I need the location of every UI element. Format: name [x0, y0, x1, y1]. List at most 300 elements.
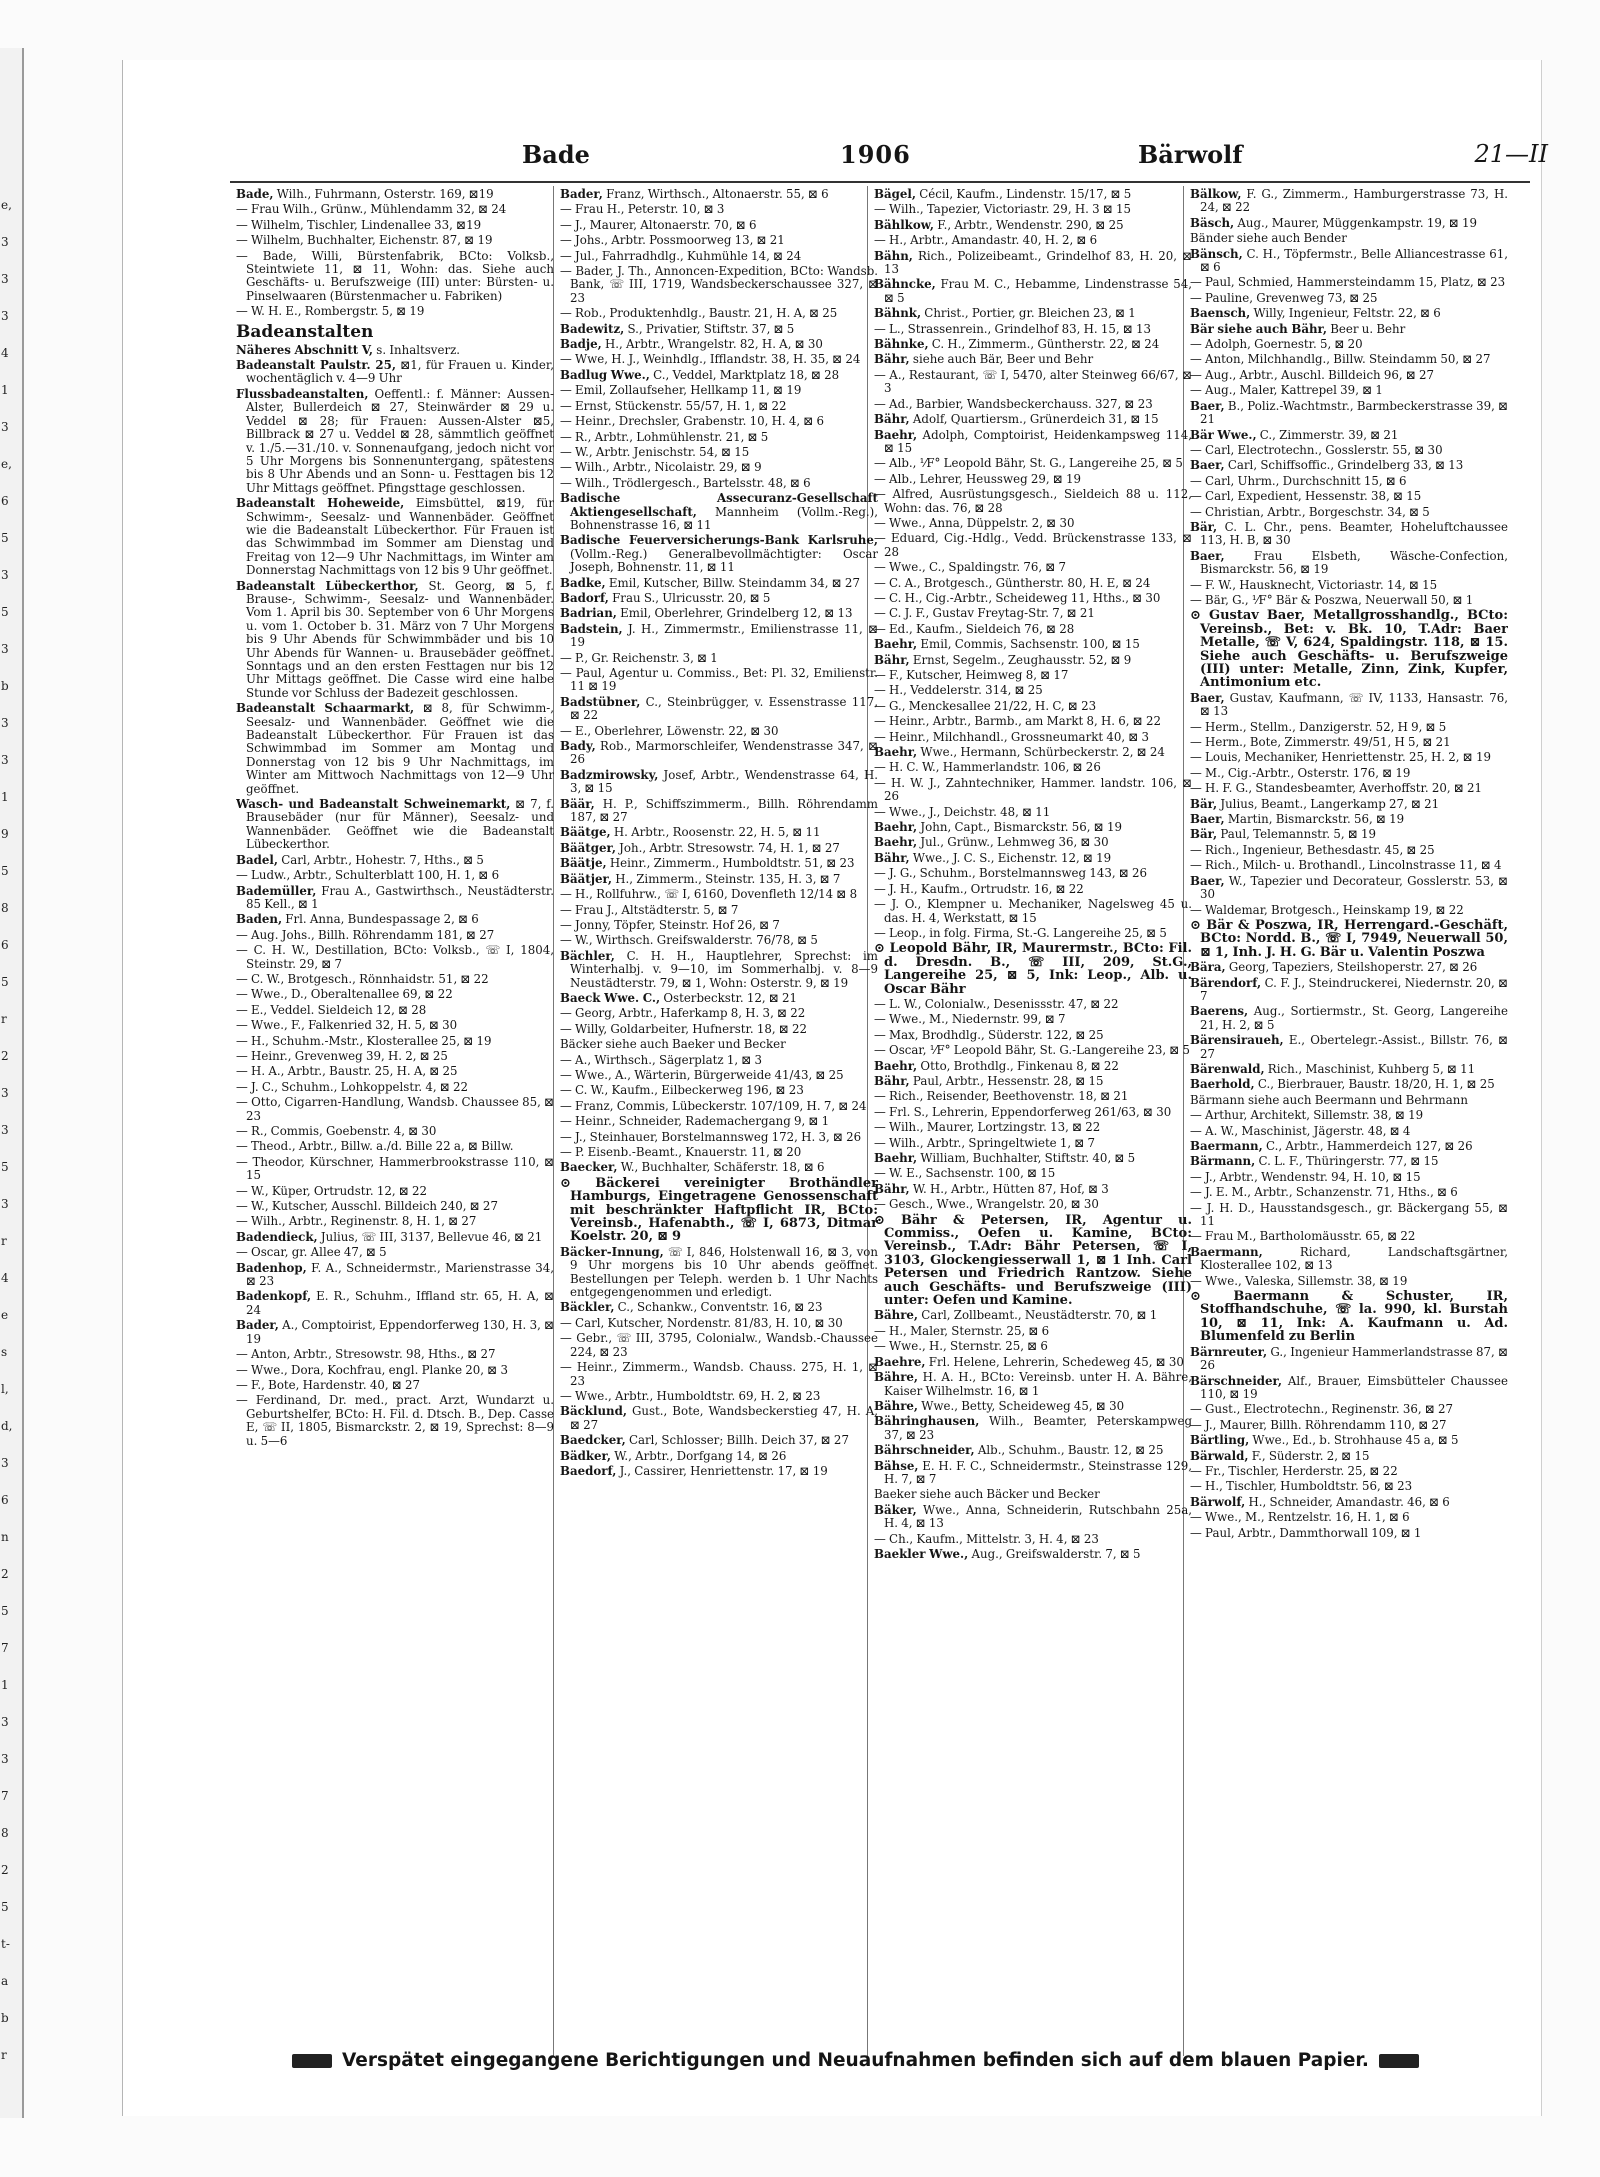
- directory-entry: Bähre, H. A. H., BCto: Vereinsb. unter H. A. Bähre, Kaiser Wilhelmstr. 16, ⊠ 1: [874, 1370, 1192, 1398]
- directory-entry: — Alb., ⅟F° Leopold Bähr, St. G., Langereihe 25, ⊠ 5: [874, 456, 1183, 471]
- directory-entry: — Carl, Kutscher, Nordenstr. 81/83, H. 10, ⊠ 30: [560, 1315, 843, 1330]
- running-header: [228, 140, 1548, 174]
- directory-entry: — Wilh., Arbtr., Reginenstr. 8, H. 1, ⊠ 27: [236, 1214, 477, 1229]
- facing-page-fragment: t-: [1, 1937, 10, 1951]
- directory-entry: — Rich., Ingenieur, Bethesdastr. 45, ⊠ 25: [1190, 842, 1435, 857]
- directory-entry: — Wilhelm, Tischler, Lindenallee 33, ⊠19: [236, 217, 482, 232]
- directory-entry: — J., Arbtr., Wendenstr. 94, H. 10, ⊠ 15: [1190, 1169, 1421, 1184]
- directory-entry: — R., Arbtr., Lohmühlenstr. 21, ⊠ 5: [560, 429, 769, 444]
- directory-entry: — H. W. J., Zahntechniker, Hammer. landstr. 106, ⊠ 26: [874, 775, 1192, 804]
- directory-entry: Bägel, Cécil, Kaufm., Lindenstr. 15/17, ⊠ 5: [874, 188, 1132, 201]
- directory-entry: Bänsch, C. H., Töpfermstr., Belle Alliancestrasse 61, ⊠ 6: [1190, 246, 1508, 275]
- directory-entry: Badendieck, Julius, ☏ III, 3137, Bellevue 46, ⊠ 21: [236, 1229, 543, 1244]
- directory-entry: — Heinr., Milchhandl., Grossneumarkt 40, ⊠ 3: [874, 729, 1150, 744]
- directory-entry: ⊙ Baermann & Schuster, IR, Stoffhandschuhe, ☏ la. 990, kl. Burstah 10, ⊠ 11, Ink: A. Kaufmann u. Ad. Blumenfeld zu Berlin: [1190, 1289, 1508, 1345]
- directory-entry: — Wwe., Anna, Düppelstr. 2, ⊠ 30: [874, 515, 1075, 530]
- directory-entry: Bademüller, Frau A., Gastwirthsch., Neustädterstr. 85 Kell., ⊠ 1: [236, 883, 554, 911]
- directory-entry: — J., Maurer, Billh. Röhrendamm 110, ⊠ 27: [1190, 1417, 1447, 1432]
- directory-entry: Baekler Wwe., Aug., Greifswalderstr. 7, ⊠ 5: [874, 1546, 1141, 1561]
- facing-page-fragment: 2: [1, 1049, 9, 1063]
- directory-entry: — Rich., Reisender, Beethovenstr. 18, ⊠ 21: [874, 1089, 1129, 1104]
- facing-page-fragment: 4: [1, 346, 9, 360]
- facing-page-fragment: 3: [1, 716, 9, 730]
- directory-entry: — Ernst, Stückenstr. 55/57, H. 1, ⊠ 22: [560, 398, 787, 413]
- directory-entry: — C. W., Kaufm., Eilbeckerweg 196, ⊠ 23: [560, 1083, 804, 1098]
- directory-entry: Baehr, Adolph, Comptoirist, Heidenkampsweg 114, ⊠ 15: [874, 427, 1192, 455]
- directory-entry: — Otto, Cigarren-Handlung, Wandsb. Chaussee 85, ⊠ 23: [236, 1095, 554, 1123]
- directory-entry: — Ad., Barbier, Wandsbeckerchauss. 327, ⊠ 23: [874, 396, 1153, 411]
- directory-entry: Badeanstalt Hoheweide, Eimsbüttel, ⊠19, für Schwimm-, Seesalz- und Wannenbäder. Geöffnet wie die Badeanstalt Lübeckerthor. Für Frauen ist das Schwimmbad im Sommer am Dienstag und Freitag von 12—9 Uhr Nachmittags, im Winter am Donnerstag Nachmittags von 12 bis 9 Uhr geöffnet.: [236, 496, 554, 578]
- directory-entry: Badlug Wwe., C., Veddel, Marktplatz 18, ⊠ 28: [560, 367, 840, 382]
- directory-entry: — Paul, Arbtr., Dammthorwall 109, ⊠ 1: [1190, 1525, 1422, 1540]
- directory-entry: — Bader, J. Th., Annoncen-Expedition, BCto: Wandsb. Bank, ☏ III, 1719, Wandsbeckerschaussee 327, ⊠ 23: [560, 264, 878, 305]
- directory-entry: Bähnk, Christ., Portier, gr. Bleichen 23, ⊠ 1: [874, 306, 1136, 321]
- facing-page-fragment: 7: [1, 1641, 9, 1655]
- directory-entry: — Oscar, gr. Allee 47, ⊠ 5: [236, 1245, 387, 1260]
- facing-page-fragment: 3: [1, 1123, 9, 1137]
- directory-entry: — Theodor, Kürschner, Hammerbrookstrasse 110, ⊠ 15: [236, 1154, 554, 1183]
- directory-entry: Bärnreuter, G., Ingenieur Hammerlandstrasse 87, ⊠ 26: [1190, 1344, 1508, 1373]
- directory-entry: Baer, Gustav, Kaufmann, ☏ IV, 1133, Hansastr. 76, ⊠ 13: [1190, 690, 1508, 719]
- facing-page-fragment: 7: [1, 1789, 9, 1803]
- directory-entry: — W. E., Sachsenstr. 100, ⊠ 15: [874, 1166, 1056, 1181]
- directory-entry: — Carl, Uhrm., Durchschnitt 15, ⊠ 6: [1190, 473, 1407, 488]
- directory-entry: — Aug., Arbtr., Auschl. Billdeich 96, ⊠ 27: [1190, 367, 1435, 382]
- directory-entry: — Frau J., Altstädterstr. 5, ⊠ 7: [560, 902, 739, 917]
- directory-entry: — Max, Brodhdlg., Süderstr. 122, ⊠ 25: [874, 1027, 1104, 1042]
- directory-entry: — W. H. E., Rombergstr. 5, ⊠ 19: [236, 304, 425, 319]
- directory-entry: Baeck Wwe. C., Osterbeckstr. 12, ⊠ 21: [560, 990, 798, 1005]
- directory-entry: ⊙ Bär & Poszwa, IR, Herrengard.-Geschäft, BCto: Nordd. B., ☏ I, 7949, Neuerwall 50, ⊠ 1, Inh. J. H. G. Bär u. Valentin Poszwa: [1190, 917, 1508, 960]
- directory-entry: Bäätger, Joh., Arbtr. Stresowstr. 74, H. 1, ⊠ 27: [560, 840, 840, 855]
- directory-entry: — Wwe., M., Niedernstr. 99, ⊠ 7: [874, 1012, 1066, 1027]
- directory-entry: — Paul, Agentur u. Commiss., Bet: Pl. 32, Emilienstr. 11 ⊠ 19: [560, 666, 878, 694]
- directory-entry: — Johs., Arbtr. Possmoorweg 13, ⊠ 21: [560, 233, 785, 248]
- directory-entry: Bähre, Carl, Zollbeamt., Neustädterstr. 70, ⊠ 1: [874, 1308, 1158, 1323]
- directory-entry: Bärtling, Wwe., Ed., b. Strohhause 45 a, ⊠ 5: [1190, 1433, 1459, 1448]
- directory-entry: Bänder siehe auch Bender: [1190, 231, 1347, 246]
- directory-entry: — Ferdinand, Dr. med., pract. Arzt, Wundarzt u. Geburtshelfer, BCto: H. Fil. d. Dtsch. B., Dep. Casse E, ☏ II, 1805, Bismarckstr. 2, ⊠ 19, Sprechst: 8—9 u. 5—6: [236, 1393, 554, 1448]
- directory-entry: — C. J. F., Gustav Freytag-Str. 7, ⊠ 21: [874, 606, 1095, 621]
- directory-entry: Baehr, Wwe., Hermann, Schürbeckerstr. 2, ⊠ 24: [874, 745, 1165, 760]
- directory-entry: — Frau M., Bartholomäusstr. 65, ⊠ 22: [1190, 1229, 1416, 1244]
- facing-page-fragment: 1: [1, 1678, 9, 1692]
- facing-page-fragment: s: [1, 1345, 8, 1359]
- directory-entry: — Pauline, Grevenweg 73, ⊠ 25: [1190, 290, 1378, 305]
- facing-page-fragment: 6: [1, 938, 9, 952]
- directory-entry: Bähr, Adolf, Quartiersm., Grünerdeich 31, ⊠ 15: [874, 412, 1159, 427]
- directory-entry: Badzmirowsky, Josef, Arbtr., Wendenstrasse 64, H. 3, ⊠ 15: [560, 767, 878, 796]
- directory-entry: Bäker, Wwe., Anna, Schneiderin, Rutschbahn 25a, H. 4, ⊠ 13: [874, 1502, 1192, 1531]
- facing-page-fragment: a: [1, 1974, 9, 1988]
- directory-entry: Badische Feuerversicherungs-Bank Karlsruhe, (Vollm.-Reg.) Generalbevollmächtigter: Oscar Joseph, Bohnenstr. 11, ⊠ 11: [560, 533, 878, 575]
- facing-page-fragment: 2: [1, 1863, 9, 1877]
- directory-entry: Bähre, Wwe., Betty, Scheideweg 45, ⊠ 30: [874, 1398, 1125, 1413]
- directory-entry: Bärwald, F., Süderstr. 2, ⊠ 15: [1190, 1448, 1370, 1463]
- facing-page-fragment: 8: [1, 901, 9, 915]
- directory-entry: — W., Arbtr. Jenischstr. 54, ⊠ 15: [560, 444, 750, 459]
- directory-entry: Bärendorf, C. F. J., Steindruckerei, Niedernstr. 20, ⊠ 7: [1190, 975, 1508, 1003]
- directory-entry: — Anton, Milchhandlg., Billw. Steindamm 50, ⊠ 27: [1190, 352, 1491, 367]
- facing-page-fragment: 1: [1, 383, 9, 397]
- footer-notice: [282, 2050, 1482, 2078]
- directory-entry: Baensch, Willy, Ingenieur, Feltstr. 22, ⊠ 6: [1190, 306, 1441, 321]
- directory-entry: — Rich., Milch- u. Brothandl., Lincolnstrasse 11, ⊠ 4: [1190, 858, 1502, 873]
- header-last-name: Bärwolf: [1138, 140, 1243, 169]
- previous-page-edge: [0, 48, 24, 2118]
- directory-entry: — Jonny, Töpfer, Steinstr. Hof 26, ⊠ 7: [560, 917, 780, 932]
- facing-page-fragment: n: [1, 1530, 9, 1544]
- directory-entry: — J., Steinhauer, Borstelmannsweg 172, H. 3, ⊠ 26: [560, 1129, 862, 1144]
- directory-entry: — Ludw., Arbtr., Schulterblatt 100, H. 1, ⊠ 6: [236, 868, 500, 883]
- facing-page-fragment: r: [1, 1234, 7, 1248]
- directory-entry: — W., Küper, Ortrudstr. 12, ⊠ 22: [236, 1183, 428, 1198]
- directory-entry: — Carl, Expedient, Hessenstr. 38, ⊠ 15: [1190, 489, 1422, 504]
- directory-entry: Baehr, William, Buchhalter, Stiftstr. 40, ⊠ 5: [874, 1151, 1136, 1165]
- directory-entry: — Anton, Arbtr., Stresowstr. 98, Hths., ⊠ 27: [236, 1347, 496, 1362]
- facing-page-fragment: 5: [1, 1160, 9, 1174]
- directory-entry: — Wwe., C., Spaldingstr. 76, ⊠ 7: [874, 560, 1067, 575]
- facing-page-fragment: 3: [1, 420, 9, 434]
- directory-entry: Badenhop, F. A., Schneidermstr., Marienstrasse 34, ⊠ 23: [236, 1260, 554, 1289]
- directory-entry: — Herm., Stellm., Danzigerstr. 52, H 9, ⊠ 5: [1190, 719, 1447, 734]
- directory-entry: — A. W., Maschinist, Jägerstr. 48, ⊠ 4: [1190, 1123, 1411, 1138]
- directory-entry: — H., Rollfuhrw., ☏ I, 6160, Dovenfleth 12/14 ⊠ 8: [560, 887, 858, 902]
- header-first-name: Bade: [522, 140, 590, 169]
- directory-entry: Bäcker siehe auch Baeker und Becker: [560, 1037, 786, 1052]
- directory-entry: — Heinr., Arbtr., Barmb., am Markt 8, H. 6, ⊠ 22: [874, 714, 1161, 729]
- directory-entry: — Wwe., Arbtr., Humboldtstr. 69, H. 2, ⊠ 23: [560, 1388, 821, 1403]
- directory-entry: Badrian, Emil, Oberlehrer, Grindelberg 12, ⊠ 13: [560, 606, 853, 621]
- directory-entry: — Aug., Maler, Kattrepel 39, ⊠ 1: [1190, 383, 1383, 398]
- directory-entry: Bär, C. L. Chr., pens. Beamter, Hoheluftchaussee 113, H. B, ⊠ 30: [1190, 519, 1508, 548]
- directory-entry: Bächler, C. H. H., Hauptlehrer, Sprechst: im Winterhalbj. v. 9—10, im Sommerhalbj. v. 8—9 Neustädterstr. 79, ⊠ 1, Wohn: Osterstr. 9, ⊠ 19: [560, 948, 878, 990]
- directory-entry: Baden, Frl. Anna, Bundespassage 2, ⊠ 6: [236, 912, 479, 927]
- footer-text: Verspätet eingegangene Berichtigungen und Neuaufnahmen befinden sich auf dem blauen Papier.: [342, 2050, 1369, 2071]
- directory-entry: Baehr, Jul., Grünw., Lehmweg 36, ⊠ 30: [874, 835, 1109, 850]
- directory-entry: Baecker, W., Buchhalter, Schäferstr. 18, ⊠ 6: [560, 1160, 825, 1175]
- header-page-number: 21—II: [1474, 140, 1548, 168]
- directory-entry: Bärenwald, Rich., Maschinist, Kuhberg 5, ⊠ 11: [1190, 1061, 1476, 1076]
- facing-page-fragment: 5: [1, 864, 9, 878]
- directory-entry: — H., Maler, Sternstr. 25, ⊠ 6: [874, 1323, 1050, 1338]
- facing-page-fragment: 3: [1, 235, 9, 249]
- directory-entry: — Adolph, Goernestr. 5, ⊠ 20: [1190, 337, 1363, 352]
- facing-page-fragment: 9: [1, 827, 9, 841]
- directory-entry: Bader, Franz, Wirthsch., Altonaerstr. 55, ⊠ 6: [560, 188, 829, 201]
- directory-entry: Bär, Julius, Beamt., Langerkamp 27, ⊠ 21: [1190, 796, 1440, 811]
- facing-page-fragment: e,: [1, 198, 12, 212]
- directory-entry: — Alfred, Ausrüstungsgesch., Sieldeich 88 u. 112, Wohn: das. 76, ⊠ 28: [874, 487, 1192, 515]
- directory-entry: — Wilh., Arbtr., Nicolaistr. 29, ⊠ 9: [560, 460, 762, 475]
- directory-entry: — Wilh., Arbtr., Springeltwiete 1, ⊠ 7: [874, 1135, 1096, 1150]
- directory-entry: Bäätge, H. Arbtr., Roosenstr. 22, H. 5, ⊠ 11: [560, 825, 821, 840]
- directory-entry: — J. E. M., Arbtr., Schanzenstr. 71, Hths., ⊠ 6: [1190, 1185, 1458, 1200]
- directory-entry: — Christian, Arbtr., Borgeschstr. 34, ⊠ 5: [1190, 504, 1430, 519]
- directory-entry: ⊙ Leopold Bähr, IR, Maurermstr., BCto: Fil. d. Dresdn. B., ☏ III, 209, St.G., Langereihe 25, ⊠ 5, Ink: Leop., Alb. u. Oscar Bähr: [874, 941, 1192, 997]
- directory-entry: — Wilhelm, Buchhalter, Eichenstr. 87, ⊠ 19: [236, 233, 493, 248]
- directory-entry: Bade, Wilh., Fuhrmann, Osterstr. 169, ⊠19: [236, 188, 494, 201]
- directory-entry: Badke, Emil, Kutscher, Billw. Steindamm 34, ⊠ 27: [560, 575, 860, 590]
- directory-entry: — J., Maurer, Altonaerstr. 70, ⊠ 6: [560, 217, 757, 232]
- directory-entry: — C. H., Cig.-Arbtr., Scheideweg 11, Hths., ⊠ 30: [874, 590, 1161, 605]
- directory-entry: — J. H., Kaufm., Ortrudstr. 16, ⊠ 22: [874, 881, 1084, 896]
- directory-entry: — Heinr., Schneider, Rademachergang 9, ⊠ 1: [560, 1114, 830, 1129]
- directory-entry: — Wilh., Tapezier, Victoriastr. 29, H. 3 ⊠ 15: [874, 202, 1132, 217]
- directory-entry: Badewitz, S., Privatier, Stiftstr. 37, ⊠ 5: [560, 321, 795, 336]
- directory-entry: — J. O., Klempner u. Mechaniker, Nagelsweg 45 u. das. H. 4, Werkstatt, ⊠ 15: [874, 897, 1192, 925]
- directory-entry: Bähr, Wwe., J. C. S., Eichenstr. 12, ⊠ 19: [874, 850, 1112, 865]
- directory-entry: Bähncke, Frau M. C., Hebamme, Lindenstrasse 54, ⊠ 5: [874, 277, 1192, 305]
- directory-entry: — Wwe., A., Wärterin, Bürgerweide 41/43, ⊠ 25: [560, 1067, 844, 1082]
- directory-entry: — F. W., Hausknecht, Victoriastr. 14, ⊠ 15: [1190, 577, 1438, 592]
- directory-entry: Bähn, Rich., Polizeibeamt., Grindelhof 83, H. 20, ⊠ 13: [874, 248, 1192, 277]
- directory-entry: — Oscar, ⅟F° Leopold Bähr, St. G.-Langereihe 23, ⊠ 5: [874, 1043, 1191, 1058]
- directory-entry: Bäätje, Heinr., Zimmerm., Humboldtstr. 51, ⊠ 23: [560, 856, 855, 871]
- directory-entry: — Heinr., Drechsler, Grabenstr. 10, H. 4, ⊠ 6: [560, 414, 825, 429]
- facing-page-fragment: e: [1, 1308, 9, 1322]
- directory-entry: — Gebr., ☏ III, 3795, Colonialw., Wandsb.-Chaussee 224, ⊠ 23: [560, 1331, 878, 1359]
- facing-page-fragment: 3: [1, 568, 9, 582]
- directory-entry: Baedorf, J., Cassirer, Henriettenstr. 17, ⊠ 19: [560, 1463, 828, 1478]
- directory-entry: ⊙ Bäckerei vereinigter Brothändler Hamburgs, Eingetragene Genossenschaft mit beschränkter Haftpflicht IR, BCto: Vereinsb., Hafenabth., ☏ I, 6873, Ditmar Koelstr. 20, ⊠ 9: [560, 1175, 878, 1245]
- directory-entry: — Rob., Produktenhdlg., Baustr. 21, H. A, ⊠ 25: [560, 306, 838, 321]
- directory-entry: — P. Eisenb.-Beamt., Knauerstr. 11, ⊠ 20: [560, 1145, 802, 1159]
- directory-entry: — Wwe., D., Oberaltenallee 69, ⊠ 22: [236, 987, 453, 1002]
- directory-entry: — A., Wirthsch., Sägerplatz 1, ⊠ 3: [560, 1052, 762, 1067]
- directory-entry: — Frau H., Peterstr. 10, ⊠ 3: [560, 202, 725, 217]
- directory-entry: Bäckler, C., Schankw., Conventstr. 16, ⊠ 23: [560, 1300, 823, 1315]
- directory-entry: — Waldemar, Brotgesch., Heinskamp 19, ⊠ 22: [1190, 902, 1464, 917]
- directory-entry: — Georg, Arbtr., Haferkamp 8, H. 3, ⊠ 22: [560, 1006, 806, 1021]
- directory-entry: — Bade, Willi, Bürstenfabrik, BCto: Volksb., Steintwiete 11, ⊠ 11, Wohn: das. Siehe auch Geschäfts- u. Berufszweige (III) unter: Bürsten- u. Pinselwaaren (Bürstenmacher u. Fabriken): [236, 248, 554, 303]
- directory-entry: Bädker, W., Arbtr., Dorfgang 14, ⊠ 26: [560, 1448, 787, 1463]
- header-year: 1906: [840, 140, 911, 169]
- directory-entry: — H., Arbtr., Amandastr. 40, H. 2, ⊠ 6: [874, 233, 1098, 248]
- directory-entry: Baehre, Frl. Helene, Lehrerin, Schedeweg 45, ⊠ 30: [874, 1354, 1184, 1369]
- facing-page-fragment: 5: [1, 605, 9, 619]
- directory-entry: Bährschneider, Alb., Schuhm., Baustr. 12, ⊠ 25: [874, 1443, 1164, 1458]
- directory-entry: Baedcker, Carl, Schlosser; Billh. Deich 37, ⊠ 27: [560, 1433, 849, 1448]
- directory-entry: — H., Schuhm.-Mstr., Klosterallee 25, ⊠ 19: [236, 1033, 492, 1048]
- directory-entry: Bäcklund, Gust., Bote, Wandsbeckerstieg 47, H. A, ⊠ 27: [560, 1404, 878, 1432]
- directory-entry: — H. A., Arbtr., Baustr. 25, H. A, ⊠ 25: [236, 1064, 458, 1079]
- facing-page-fragment: b: [1, 2011, 9, 2025]
- directory-entry: Bader, A., Comptoirist, Eppendorferweg 130, H. 3, ⊠ 19: [236, 1318, 554, 1346]
- directory-entry: — Herm., Bote, Zimmerstr. 49/51, H 5, ⊠ 21: [1190, 735, 1451, 750]
- directory-entry: — C. A., Brotgesch., Güntherstr. 80, H. E, ⊠ 24: [874, 575, 1151, 590]
- directory-entry: — F., Bote, Hardenstr. 40, ⊠ 27: [236, 1377, 421, 1392]
- directory-entry: Badje, H., Arbtr., Wrangelstr. 82, H. A, ⊠ 30: [560, 337, 823, 352]
- directory-entry: — J. H. D., Hausstandsgesch., gr. Bäckergang 55, ⊠ 11: [1190, 1200, 1508, 1229]
- directory-entry: Baehr, Otto, Brothdlg., Finkenau 8, ⊠ 22: [874, 1058, 1119, 1073]
- directory-entry: — F., Kutscher, Heimweg 8, ⊠ 17: [874, 668, 1069, 682]
- directory-entry: Badeanstalten: [236, 321, 374, 342]
- pointing-hand-icon: [292, 2054, 332, 2068]
- directory-entry: Baer, W., Tapezier und Decorateur, Gosslerstr. 53, ⊠ 30: [1190, 873, 1508, 902]
- directory-entry: — M., Cig.-Arbtr., Osterstr. 176, ⊠ 19: [1190, 765, 1411, 780]
- directory-entry: Baer, Martin, Bismarckstr. 56, ⊠ 19: [1190, 812, 1405, 827]
- directory-entry: Bäcker-Innung, ☏ I, 846, Holstenwall 16, ⊠ 3, von 9 Uhr morgens bis 10 Uhr abends geöffnet. Bestellungen per Teleph. werden b. 1 Uhr Nachts entgegengenommen und erledigt.: [560, 1244, 878, 1300]
- facing-page-fragment: b: [1, 679, 9, 693]
- directory-entry: — Frau Wilh., Grünw., Mühlendamm 32, ⊠ 24: [236, 202, 507, 217]
- directory-entry: — Wwe., M., Rentzelstr. 16, H. 1, ⊠ 6: [1190, 1510, 1410, 1525]
- directory-entry: — L., Strassenrein., Grindelhof 83, H. 15, ⊠ 13: [874, 321, 1152, 336]
- directory-entry: — Paul, Schmied, Hammersteindamm 15, Platz, ⊠ 23: [1190, 275, 1506, 290]
- directory-entry: Bäär, H. P., Schiffszimmerm., Billh. Röhrendamm 187, ⊠ 27: [560, 796, 878, 825]
- directory-entry: Bärwolf, H., Schneider, Amandastr. 46, ⊠ 6: [1190, 1494, 1450, 1509]
- directory-entry: Baermann, Richard, Landschaftsgärtner, Klosterallee 102, ⊠ 13: [1190, 1244, 1508, 1273]
- directory-entry: Badische Assecuranz-Gesellschaft Aktiengesellschaft, Mannheim (Vollm.-Reg.), Bohnenstrasse 16, ⊠ 11: [560, 491, 878, 532]
- facing-page-fragment: 8: [1, 1826, 9, 1840]
- directory-entry: — E., Veddel. Sieldeich 12, ⊠ 28: [236, 1002, 427, 1017]
- directory-entry: Bählkow, F., Arbtr., Wendenstr. 290, ⊠ 25: [874, 217, 1124, 232]
- facing-page-fragment: 1: [1, 790, 9, 804]
- facing-page-fragment: r: [1, 2048, 7, 2062]
- directory-entry: Badenkopf, E. R., Schuhm., Iffland str. 65, H. A, ⊠ 24: [236, 1289, 554, 1317]
- directory-entry: — Ed., Kaufm., Sieldeich 76, ⊠ 28: [874, 621, 1075, 636]
- directory-entry: Badel, Carl, Arbtr., Hohestr. 7, Hths., ⊠ 5: [236, 852, 484, 867]
- facing-page-fragment: 6: [1, 1493, 9, 1507]
- directory-entry: — Bär, G., ⅟F° Bär & Poszwa, Neuerwall 50, ⊠ 1: [1190, 592, 1474, 607]
- directory-entry: — Carl, Electrotechn., Gosslerstr. 55, ⊠ 30: [1190, 442, 1443, 457]
- directory-entry: — Willy, Goldarbeiter, Hufnerstr. 18, ⊠ 22: [560, 1021, 808, 1036]
- facing-page-fragment: 2: [1, 1567, 9, 1581]
- directory-entry: Baer, Frau Elsbeth, Wäsche-Confection, Bismarckstr. 56, ⊠ 19: [1190, 548, 1508, 577]
- directory-entry: — Theod., Arbtr., Billw. a./d. Bille 22 a, ⊠ Billw.: [236, 1139, 514, 1154]
- directory-entry: — Louis, Mechaniker, Henriettenstr. 25, H. 2, ⊠ 19: [1190, 750, 1491, 765]
- directory-entry: Wasch- und Badeanstalt Schweinemarkt, ⊠ 7, f. Brausebäder (nur für Männer), Seesalz- und Wannenbäder. Geöffnet wie die Badeanstalt Lübeckerthor.: [236, 797, 554, 852]
- facing-page-fragment: 5: [1, 1900, 9, 1914]
- directory-entry: ⊙ Gustav Baer, Metallgrosshandlg., BCto: Vereinsb., Bet: v. Bk. 10, T.Adr: Baer Metalle, ☏ V, 624, Spaldingstr. 118, ⊠ 15. Siehe auch Geschäfts- u. Berufszweige (III) unter: Metalle, Zinn, Zink, Kupfer, Antimonium etc.: [1190, 608, 1508, 691]
- directory-entry: — Wwe., F., Falkenried 32, H. 5, ⊠ 30: [236, 1018, 458, 1033]
- pointing-hand-icon: [1379, 2054, 1419, 2068]
- directory-entry: Badeanstalt Schaarmarkt, ⊠ 8, für Schwimm-, Seesalz- und Wannenbäder. Geöffnet wie die Badeanstalt Lübeckerthor. Für Frauen ist das Schwimmbad im Sommer am Montag und Donnerstag von 12 bis 9 Uhr Nachmittags, im Winter am Mittwoch Nachmittags von 12—9 Uhr geöffnet.: [236, 701, 554, 796]
- directory-entry: — C. H. W., Destillation, BCto: Volksb., ☏ I, 1804, Steinstr. 29, ⊠ 7: [236, 943, 554, 971]
- directory-entry: Bäätjer, H., Zimmerm., Steinstr. 135, H. 3, ⊠ 7: [560, 871, 841, 886]
- directory-entry: — H., Veddelerstr. 314, ⊠ 25: [874, 683, 1043, 698]
- directory-entry: — C. W., Brotgesch., Rönnhaidstr. 51, ⊠ 22: [236, 971, 489, 986]
- directory-entry: — H. F. G., Standesbeamter, Averhoffstr. 20, ⊠ 21: [1190, 781, 1482, 796]
- directory-entry: — Wwe., Valeska, Sillemstr. 38, ⊠ 19: [1190, 1273, 1408, 1288]
- directory-entry: Bär siehe auch Bähr, Beer u. Behr: [1190, 321, 1406, 336]
- directory-entry: Baerens, Aug., Sortiermstr., St. Georg, Langereihe 21, H. 2, ⊠ 5: [1190, 1004, 1508, 1032]
- facing-page-fragment: 3: [1, 1752, 9, 1766]
- directory-entry: — Fr., Tischler, Herderstr. 25, ⊠ 22: [1190, 1463, 1398, 1478]
- directory-entry: Badeanstalt Paulstr. 25, ⊠1, für Frauen u. Kinder, wochentäglich v. 4—9 Uhr: [236, 358, 554, 386]
- directory-entry: ⊙ Bähr & Petersen, IR, Agentur u. Commiss., Oefen u. Kamine, BCto: Vereinsb., T.Adr: Bähr Petersen, ☏ I, 3103, Glockengiesserwall 1, ⊠ 1 Inh. Carl Petersen und Friedrich Rantzow. Siehe auch Geschäfts- und Berufszweige (III) unter: Oefen und Kamine.: [874, 1212, 1192, 1309]
- directory-entry: — P., Gr. Reichenstr. 3, ⊠ 1: [560, 650, 718, 665]
- directory-entry: Bähringhausen, Wilh., Beamter, Peterskampweg 37, ⊠ 23: [874, 1414, 1192, 1442]
- directory-entry: Baehr, John, Capt., Bismarckstr. 56, ⊠ 19: [874, 820, 1122, 835]
- directory-entry: — Arthur, Architekt, Sillemstr. 38, ⊠ 19: [1190, 1108, 1424, 1123]
- directory-entry: — Wilh., Maurer, Lortzingstr. 13, ⊠ 22: [874, 1120, 1101, 1135]
- directory-entry: — Wwe., Dora, Kochfrau, engl. Planke 20, ⊠ 3: [236, 1362, 508, 1377]
- directory-entry: Badorf, Frau S., Ulricusstr. 20, ⊠ 5: [560, 590, 771, 605]
- facing-page-fragment: d,: [1, 1419, 13, 1433]
- directory-entry: Bär Wwe., C., Zimmerstr. 39, ⊠ 21: [1190, 427, 1399, 442]
- directory-column-2: [560, 188, 878, 2038]
- directory-entry: Badstein, J. H., Zimmermstr., Emilienstrasse 11, ⊠ 19: [560, 621, 878, 650]
- header-rule: [230, 181, 1530, 183]
- directory-entry: Bäsch, Aug., Maurer, Müggenkampstr. 19, ⊠ 19: [1190, 215, 1478, 230]
- directory-entry: — A., Restaurant, ☏ I, 5470, alter Steinweg 66/67, ⊠ 3: [874, 367, 1192, 396]
- directory-entry: Bärensiraueh, E., Obertelegr.-Assist., Billstr. 76, ⊠ 27: [1190, 1033, 1508, 1061]
- facing-page-fragment: 3: [1, 309, 9, 323]
- facing-page-fragment: 3: [1, 642, 9, 656]
- directory-entry: — Frl. S., Lehrerin, Eppendorferweg 261/63, ⊠ 30: [874, 1104, 1172, 1119]
- directory-entry: — Gesch., Wwe., Wrangelstr. 20, ⊠ 30: [874, 1197, 1099, 1212]
- directory-entry: — J. G., Schuhm., Borstelmannsweg 143, ⊠ 26: [874, 866, 1148, 881]
- directory-entry: — Alb., Lehrer, Heussweg 29, ⊠ 19: [874, 471, 1082, 486]
- directory-entry: Flussbadeanstalten, Oeffentl.: f. Männer: Aussen-Alster, Bullerdeich ⊠ 27, Steinwärder ⊠ 29 u. Veddel ⊠ 28; für Frauen: Aussen-Alster ⊠5, Billbrack ⊠ 27 u. Veddel ⊠ 28, sämmtlich geöffnet v. 1./5.—31./10. v. Sonnenaufgang, jedoch nicht vor 5 Uhr Morgens bis Sonnenuntergang, spätestens bis 8 Uhr Abends und an Sonn- u. Festtagen bis 12 Uhr Mittags geöffnet. Pfingsttage geschlossen.: [236, 386, 554, 495]
- directory-entry: Bärmann siehe auch Beermann und Behrmann: [1190, 1092, 1468, 1107]
- directory-entry: Baer, B., Poliz.-Wachtmstr., Barmbeckerstrasse 39, ⊠ 21: [1190, 398, 1508, 427]
- directory-entry: Badeanstalt Lübeckerthor, St. Georg, ⊠ 5, f. Brause-, Schwimm-, Seesalz- und Wannenbäder. Vom 1. April bis 30. September von 6 Uhr Morgens u. vom 1. October b. 31. März von 7 Uhr Morgens bis 9 Uhr Abends für Schwimmbäder und bis 10 Uhr Abends für Wannen- u. Brausebäder geöffnet. Sonntags und an den ersten Festtagen nur bis 12 Uhr Mittags geöffnet. Die Casse wird eine halbe Stunde vor Schluss der Badezeit geschlossen.: [236, 578, 554, 700]
- directory-entry: — Jul., Fahrradhdlg., Kuhmühle 14, ⊠ 24: [560, 248, 802, 263]
- directory-entry: — E., Oberlehrer, Löwenstr. 22, ⊠ 30: [560, 723, 779, 738]
- facing-page-fragment: 5: [1, 531, 9, 545]
- directory-entry: — J. C., Schuhm., Lohkoppelstr. 4, ⊠ 22: [236, 1079, 469, 1094]
- directory-entry: Bälkow, F. G., Zimmerm., Hamburgerstrasse 73, H. 24, ⊠ 22: [1190, 188, 1508, 215]
- facing-page-fragment: 3: [1, 272, 9, 286]
- directory-entry: — Heinr., Zimmerm., Wandsb. Chauss. 275, H. 1, ⊠ 23: [560, 1360, 878, 1388]
- directory-entry: Näheres Abschnitt V, s. Inhaltsverz.: [236, 342, 461, 357]
- directory-entry: Baermann, C., Arbtr., Hammerdeich 127, ⊠ 26: [1190, 1139, 1473, 1153]
- facing-page-fragment: 3: [1, 1456, 9, 1470]
- directory-entry: Bärschneider, Alf., Brauer, Eimsbütteler Chaussee 110, ⊠ 19: [1190, 1373, 1508, 1401]
- directory-column-4: [1190, 188, 1508, 2038]
- facing-page-fragment: e,: [1, 457, 12, 471]
- facing-page-fragment: 4: [1, 1271, 9, 1285]
- directory-entry: Bähr, Ernst, Segelm., Zeughausstr. 52, ⊠ 9: [874, 652, 1132, 667]
- facing-page-fragment: l,: [1, 1382, 9, 1396]
- directory-entry: — Eduard, Cig.-Hdlg., Vedd. Brückenstrasse 133, ⊠ 28: [874, 531, 1192, 559]
- directory-entry: — Franz, Commis, Lübeckerstr. 107/109, H. 7, ⊠ 24: [560, 1098, 867, 1113]
- facing-page-fragment: r: [1, 1012, 7, 1026]
- directory-entry: Bähse, E. H. F. C., Schneidermstr., Steinstrasse 129, H. 7, ⊠ 7: [874, 1458, 1192, 1486]
- directory-entry: Bärmann, C. L. F., Thüringerstr. 77, ⊠ 15: [1190, 1154, 1439, 1169]
- directory-entry: Baerhold, C., Bierbrauer, Baustr. 18/20, H. 1, ⊠ 25: [1190, 1077, 1495, 1092]
- directory-entry: Bähr, siehe auch Bär, Beer und Behr: [874, 352, 1094, 367]
- directory-entry: Badstübner, C., Steinbrügger, v. Essenstrasse 117, ⊠ 22: [560, 694, 878, 723]
- directory-entry: — W., Wirthsch. Greifswalderstr. 76/78, ⊠ 5: [560, 933, 818, 948]
- directory-entry: — Wwe., J., Deichstr. 48, ⊠ 11: [874, 804, 1051, 819]
- directory-entry: — W., Kutscher, Ausschl. Billdeich 240, ⊠ 27: [236, 1199, 498, 1214]
- directory-entry: Baeker siehe auch Bäcker und Becker: [874, 1487, 1100, 1502]
- facing-page-fragment: 3: [1, 753, 9, 767]
- directory-entry: Bär, Paul, Telemannstr. 5, ⊠ 19: [1190, 827, 1377, 842]
- directory-entry: — Gust., Electrotechn., Reginenstr. 36, ⊠ 27: [1190, 1402, 1453, 1417]
- directory-entry: Bähr, W. H., Arbtr., Hütten 87, Hof, ⊠ 3: [874, 1181, 1109, 1196]
- facing-page-fragment: 5: [1, 975, 9, 989]
- directory-entry: — R., Commis, Goebenstr. 4, ⊠ 30: [236, 1124, 437, 1138]
- directory-entry: — Ch., Kaufm., Mittelstr. 3, H. 4, ⊠ 23: [874, 1531, 1099, 1546]
- directory-entry: — Leop., in folg. Firma, St.-G. Langereihe 25, ⊠ 5: [874, 925, 1167, 940]
- directory-entry: — Wwe, H. J., Weinhdlg., Ifflandstr. 38, H. 35, ⊠ 24: [560, 352, 861, 367]
- facing-page-fragment: 3: [1, 1197, 9, 1211]
- directory-entry: Bady, Rob., Marmorschleifer, Wendenstrasse 347, ⊠ 26: [560, 739, 878, 767]
- directory-entry: Baer, Carl, Schiffsoffic., Grindelberg 33, ⊠ 13: [1190, 458, 1464, 473]
- directory-entry: — G., Menckesallee 21/22, H. C, ⊠ 23: [874, 698, 1097, 713]
- directory-entry: — Wwe., H., Sternstr. 25, ⊠ 6: [874, 1339, 1048, 1354]
- directory-column-3: [874, 188, 1192, 2038]
- facing-page-fragment: 3: [1, 1086, 9, 1100]
- facing-page-fragment: 3: [1, 1715, 9, 1729]
- directory-entry: — H., Tischler, Humboldtstr. 56, ⊠ 23: [1190, 1479, 1413, 1494]
- directory-entry: — Aug. Johs., Billh. Röhrendamm 181, ⊠ 27: [236, 927, 495, 942]
- directory-entry: — Wilh., Trödlergesch., Bartelsstr. 48, ⊠ 6: [560, 475, 811, 490]
